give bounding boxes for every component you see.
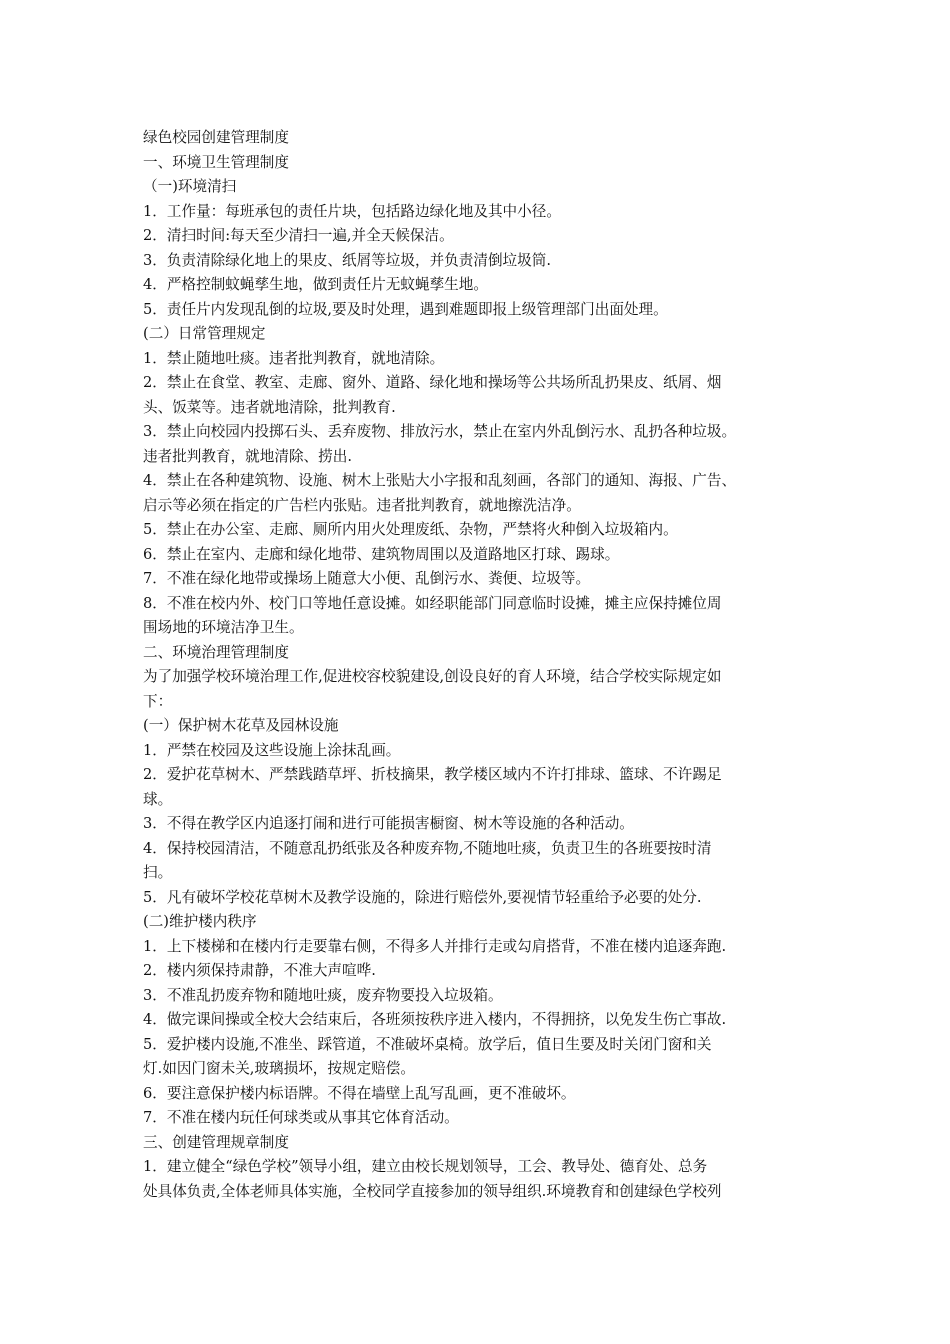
document-line: 2．清扫时间:每天至少清扫一遍,并全天候保洁。	[143, 227, 454, 244]
document-line: 7．不准在绿化地带或操场上随意大小便、乱倒污水、粪便、垃圾等。	[143, 570, 591, 587]
document-line: 5．责任片内发现乱倒的垃圾,要及时处理，遇到难题即报上级管理部门出面处理。	[143, 300, 668, 318]
document-line: 2．楼内须保持肃静，不准大声喧哗.	[143, 962, 376, 979]
document-line: 1．禁止随地吐痰。违者批判教育，就地清除。	[143, 349, 445, 367]
document-line: 3．不准乱扔废弃物和随地吐痰，废弃物要投入垃圾箱。	[143, 986, 503, 1004]
document-line: 4．严格控制蚊蝇孳生地，做到责任片无蚊蝇孳生地。	[143, 276, 488, 293]
document-line: 球。	[143, 790, 173, 808]
document-line: 头、饭菜等。违者就地清除，批判教育.	[143, 398, 396, 416]
document-line: 3．禁止向校园内投掷石头、丢弃废物、排放污水，禁止在室内外乱倒污水、乱扔各种垃圾。	[143, 423, 737, 440]
document-line: 7．不准在楼内玩任何球类或从事其它体育活动。	[143, 1109, 459, 1126]
document-line: 为了加强学校环境治理工作,促进校容校貌建设,创设良好的育人环境，结合学校实际规定如	[143, 668, 722, 685]
document-line: 5．凡有破坏学校花草树木及教学设施的，除进行赔偿外,要视情节轻重给予必要的处分.	[143, 888, 702, 906]
document-line: 违者批判教育，就地清除、捞出.	[143, 447, 352, 465]
document-line: 启示等必须在指定的广告栏内张贴。违者批判教育，就地擦洗洁净。	[143, 496, 581, 514]
document-line: 二、环境治理管理制度	[143, 643, 289, 661]
document-line: 4．做完课间操或全校大会结束后，各班须按秩序进入楼内，不得拥挤，以免发生伤亡事故.	[143, 1011, 727, 1028]
document-line: 3．不得在教学区内追逐打闹和进行可能损害橱窗、树木等设施的各种活动。	[143, 815, 634, 832]
document-line: (二）日常管理规定	[143, 325, 266, 342]
document-line: 1．建立健全“绿色学校”领导小组，建立由校长规划领导，工会、教导处、德育处、总务	[143, 1158, 708, 1175]
document-line: 3．负责清除绿化地上的果皮、纸屑等垃圾，并负责清倒垃圾筒.	[143, 251, 551, 269]
document-line: 三、创建管理规章制度	[143, 1133, 289, 1151]
document-line: 4．禁止在各种建筑物、设施、树木上张贴大小字报和乱刻画，各部门的通知、海报、广告、	[143, 472, 737, 489]
document-line: (二)维护楼内秩序	[143, 913, 257, 930]
document-body	[143, 126, 820, 1204]
document-line: 8．不准在校内外、校门口等地任意设摊。如经职能部门同意临时设摊，摊主应保持摊位周	[143, 594, 722, 612]
document-line: 5．禁止在办公室、走廊、厕所内用火处理废纸、杂物，严禁将火种倒入垃圾箱内。	[143, 521, 678, 538]
document-line: 2．禁止在食堂、教室、走廊、窗外、道路、绿化地和操场等公共场所乱扔果皮、纸屑、烟	[143, 374, 722, 391]
document-line: 绿色校园创建管理制度	[143, 129, 289, 146]
document-line: 6．禁止在室内、走廊和绿化地带、建筑物周围以及道路地区打球、踢球。	[143, 545, 620, 563]
document-line: 下：	[143, 692, 173, 710]
document-line: 处具体负责,全体老师具体实施，全校同学直接参加的领导组织.环境教育和创建绿色学校列	[143, 1182, 722, 1200]
document-line: 灯.如因门窗未关,玻璃损坏，按规定赔偿。	[143, 1060, 415, 1077]
document-line: 1．上下楼梯和在楼内行走要靠右侧，不得多人并排行走或勾肩搭背，不准在楼内追逐奔跑.	[143, 937, 727, 955]
document-line: 2．爱护花草树木、严禁践踏草坪、折枝摘果，教学楼区域内不许打排球、篮球、不许踢足	[143, 766, 722, 783]
document-line: 围场地的环境洁净卫生。	[143, 619, 304, 636]
document-line: （一)环境清扫	[143, 178, 237, 195]
document-line: 5．爱护楼内设施,不准坐、踩管道，不准破坏桌椅。放学后，值日生要及时关闭门窗和关	[143, 1035, 712, 1053]
document-line: 4．保持校园清洁，不随意乱扔纸张及各种废弃物,不随地吐痰，负责卫生的各班要按时清	[143, 839, 712, 857]
document-line: 扫。	[143, 864, 173, 881]
document-line: (一）保护树木花草及园林设施	[143, 717, 339, 734]
document-line: 1．严禁在校园及这些设施上涂抹乱画。	[143, 741, 401, 759]
document-line: 一、环境卫生管理制度	[143, 153, 289, 171]
document-line: 6．要注意保护楼内标语牌。不得在墙壁上乱写乱画，更不准破坏。	[143, 1084, 576, 1102]
document-line: 1．工作量：每班承包的责任片块，包括路边绿化地及其中小径。	[143, 202, 561, 220]
